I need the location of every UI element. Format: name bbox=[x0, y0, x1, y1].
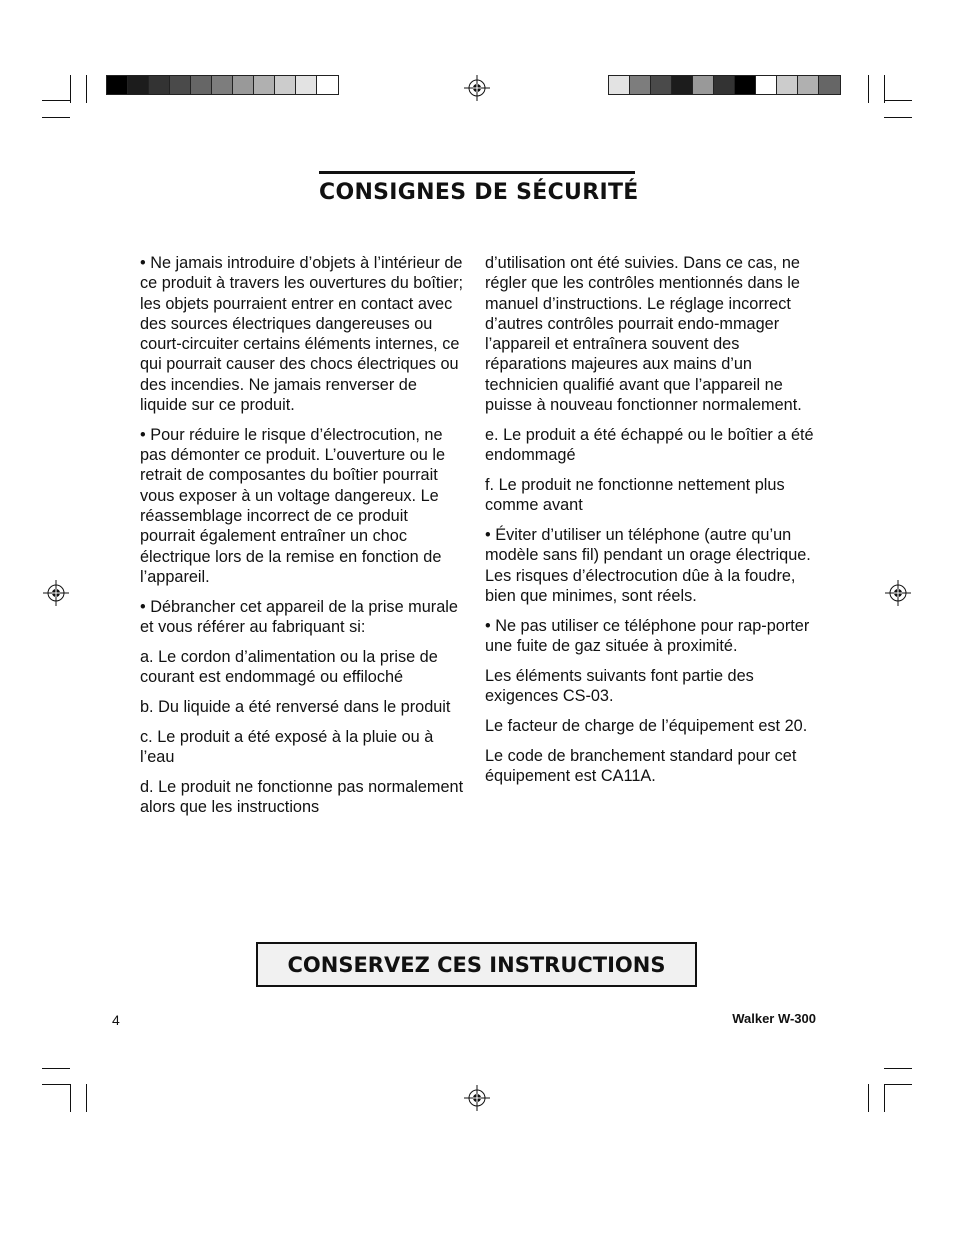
color-calibration-strip-right bbox=[608, 75, 841, 95]
color-swatch bbox=[296, 76, 317, 94]
registration-mark-icon bbox=[464, 1085, 490, 1111]
crop-mark bbox=[70, 75, 71, 103]
color-swatch bbox=[672, 76, 693, 94]
color-swatch bbox=[233, 76, 254, 94]
crop-mark bbox=[884, 117, 912, 118]
paragraph: Le facteur de charge de l’équipement est 20. bbox=[485, 716, 808, 735]
crop-mark bbox=[42, 1084, 70, 1085]
color-swatch bbox=[693, 76, 714, 94]
model-name: Walker W-300 bbox=[732, 1011, 816, 1026]
paragraph: e. Le produit a été échappé ou le boîtier a été endommagé bbox=[485, 425, 814, 465]
color-swatch bbox=[254, 76, 275, 94]
registration-mark-icon bbox=[464, 75, 490, 101]
paragraph: Les éléments suivants font partie des exigences CS-03. bbox=[485, 666, 754, 706]
color-swatch bbox=[756, 76, 777, 94]
color-swatch bbox=[170, 76, 191, 94]
paragraph: c. Le produit a été exposé à la pluie ou à l’eau bbox=[140, 727, 434, 767]
crop-mark bbox=[42, 1068, 70, 1069]
crop-mark bbox=[70, 1084, 71, 1112]
page-header bbox=[319, 171, 639, 205]
crop-mark bbox=[884, 1068, 912, 1069]
keep-instructions-text: CONSERVEZ CES INSTRUCTIONS bbox=[287, 952, 666, 977]
crop-mark bbox=[868, 1084, 869, 1112]
color-swatch bbox=[819, 76, 840, 94]
crop-mark bbox=[884, 100, 912, 101]
paragraph: d. Le produit ne fonctionne pas normalement alors que les instructions bbox=[140, 777, 464, 817]
crop-mark bbox=[86, 1084, 87, 1112]
color-swatch bbox=[128, 76, 149, 94]
color-swatch bbox=[317, 76, 338, 94]
color-swatch bbox=[609, 76, 630, 94]
color-swatch bbox=[714, 76, 735, 94]
crop-mark bbox=[884, 1084, 912, 1085]
color-calibration-strip-left bbox=[106, 75, 339, 95]
paragraph: f. Le produit ne fonctionne nettement plus comme avant bbox=[485, 475, 785, 515]
title-rule bbox=[319, 171, 635, 174]
paragraph: • Pour réduire le risque d’électrocution, ne pas démonter ce produit. L’ouverture ou le retrait de composantes du boîtier pourrait vous exposer à un voltage dangereux. Le réassemblage incorrect de ce produit pourrait également entraîner un choc électrique lors de la remise en fonction de l’appareil. bbox=[140, 425, 446, 586]
crop-mark bbox=[868, 75, 869, 103]
color-swatch bbox=[735, 76, 756, 94]
color-swatch bbox=[212, 76, 233, 94]
color-swatch bbox=[798, 76, 819, 94]
paragraph: b. Du liquide a été renversé dans le produit bbox=[140, 697, 451, 716]
crop-mark bbox=[86, 75, 87, 103]
paragraph: Le code de branchement standard pour cet équipement est CA11A. bbox=[485, 746, 797, 786]
right-column bbox=[485, 253, 815, 796]
paragraph: • Éviter d’utiliser un téléphone (autre qu’un modèle sans fil) pendant un orage électrique. Les risques d’électrocution dûe à la foudre, bien que minimes, sont réels. bbox=[485, 526, 811, 605]
registration-mark-icon bbox=[885, 580, 911, 606]
color-swatch bbox=[651, 76, 672, 94]
color-swatch bbox=[777, 76, 798, 94]
color-swatch bbox=[630, 76, 651, 94]
paragraph: • Ne pas utiliser ce téléphone pour rap-porter une fuite de gaz située à proximité. bbox=[485, 616, 810, 656]
left-column bbox=[140, 253, 465, 827]
keep-instructions-box bbox=[256, 942, 697, 987]
color-swatch bbox=[107, 76, 128, 94]
color-swatch bbox=[275, 76, 296, 94]
page-title: CONSIGNES DE SÉCURITÉ bbox=[319, 180, 639, 205]
crop-mark bbox=[884, 1084, 885, 1112]
page-number: 4 bbox=[112, 1012, 120, 1028]
registration-mark-icon bbox=[43, 580, 69, 606]
paragraph: a. Le cordon d’alimentation ou la prise de courant est endommagé ou effiloché bbox=[140, 647, 438, 687]
crop-mark bbox=[884, 75, 885, 103]
paragraph: d’utilisation ont été suivies. Dans ce cas, ne régler que les contrôles mentionnés dans le manuel d’instructions. Le réglage incorrect d’autres contrôles pourrait endo-mmager l’appareil et entraînera souvent des réparations majeures aux mains d’un technicien qualifié avant que l’appareil ne puisse à nouveau fonctionner normalement. bbox=[485, 254, 802, 415]
crop-mark bbox=[42, 117, 70, 118]
color-swatch bbox=[149, 76, 170, 94]
color-swatch bbox=[191, 76, 212, 94]
paragraph: • Débrancher cet appareil de la prise murale et vous référer au fabriquant si: bbox=[140, 597, 458, 637]
crop-mark bbox=[42, 100, 70, 101]
paragraph: • Ne jamais introduire d’objets à l’intérieur de ce produit à travers les ouvertures du boîtier; les objets pourraient entrer en contact avec des sources électriques dangereuses ou court-circuiter certains éléments internes, ce qui pourrait causer des chocs électriques ou des incendies. Ne jamais renverser de liquide sur ce produit. bbox=[140, 254, 464, 415]
